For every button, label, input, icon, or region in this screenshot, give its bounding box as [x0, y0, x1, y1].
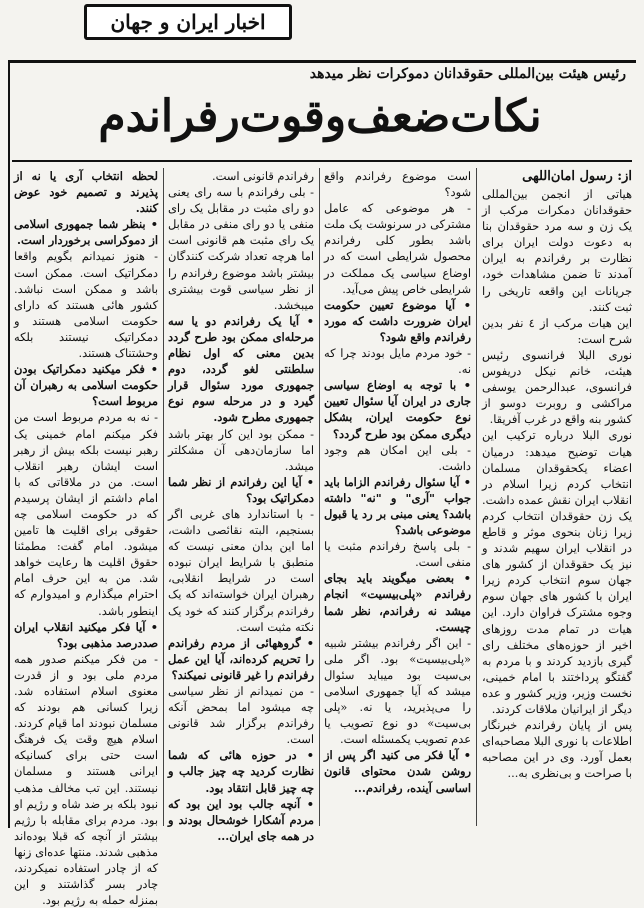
article-column-2 — [324, 168, 471, 826]
question-paragraph: • آیا موضوع تعیین حکومت ایران ضرورت داشت که مورد رفراندم واقع شود؟ — [324, 297, 471, 344]
top-rule — [8, 60, 636, 63]
left-border — [8, 60, 10, 828]
article-column-1 — [482, 168, 632, 826]
body-paragraph: - من نمیدانم از نظر سیاسی چه میشود اما بمحض آنکه رفراندم برگزار شد قانونی است. — [168, 684, 314, 747]
question-paragraph: • فکر میکنید دمکراتیک بودن حکومت اسلامی به رهبران آن مربوط است؟ — [14, 362, 158, 409]
body-paragraph: - هنوز نمیدانم بگویم واقعا دمکراتیک است. ممکن است باشد و ممکن است نباشد. کشور هائی هستند که دارای حکومت اسلامی هستند و دمکراتیک نیستند بلکه وحشتناک هستند. — [14, 249, 158, 361]
question-paragraph: • آیا فکر می کنید اگر پس از روشن شدن محتوای قانون اساسی آینده، رفراندم... — [324, 748, 471, 795]
column-divider — [163, 168, 164, 826]
question-paragraph: • گروههائی از مردم رفراندم را تحریم کرده‌اند، آیا این عمل رفراندم را غیر قانونی نمیکند؟ — [168, 635, 314, 682]
question-paragraph: • بنظر شما جمهوری اسلامی از دموکراسی برخوردار است. — [14, 217, 158, 248]
question-paragraph: لحظه انتخاب آری یا نه از پذیرند و تصمیم خود عوض کنند. — [14, 169, 158, 216]
article-column-3 — [168, 168, 314, 843]
body-paragraph: رفراندم قانونی است. — [212, 169, 314, 183]
subheadline: رئیس هیئت بین‌المللی حقوقدانان دموکرات نظر میدهد — [309, 66, 626, 82]
question-paragraph: • آیا یک رفراندم دو یا سه مرحله‌ای ممکن بود طرح گردد بدین معنی که اول نظام سلطنتی لغو گردد، دوم جمهوری مورد سئوال قرار گیرد و در مرحله سوم نوع جمهوری مطرح شود. — [168, 313, 314, 425]
body-paragraph: - با استاندارد های غربی اگر بسنجیم، البته نقائصی داشت، اما این بدان معنی نیست که منطبق با شرایط ایران نبوده است در شرایط انقلابی، رهبران ایران خواسته‌اند که یک رفراندم برگزار کنند که خود یک نکته مثبت است. — [168, 506, 314, 634]
body-paragraph: - بلی پاسخ رفراندم مثبت یا منفی است. — [324, 539, 471, 570]
body-paragraph: - نه به مردم مربوط است من فکر میکنم امام خمینی یک رهبر نیست بلکه بیش از رهبر است ایشان رهبر انقلاب است. من در ملاقاتی که با امام داشتم از ایشان پرسیدم که در حکومت اسلامی چه حقوقی برای اقلیت ها تامین میشود. امام گفت: مطمئنا حقوق اقلیت ها رعایت خواهد شد. من به این حرف امام احترام میگذارم و امیدوارم که اینطور باشد. — [14, 410, 158, 618]
question-paragraph: • آیا این رفراندم از نظر شما دمکراتیک بود؟ — [168, 474, 314, 505]
column-divider — [319, 168, 320, 826]
question-paragraph: • با توجه به اوضاع سیاسی جاری در ایران آیا سئوال تعیین نوع حکومت ایران، بشکل دیگری ممکن بود طرح گردد؟ — [324, 378, 471, 441]
question-paragraph: • آیا سئوال رفراندم الزاما باید جواب "آری" و "نه" داشته باشد؟ یعنی مبنی بر رد یا قبول موضوعی باشد؟ — [324, 474, 471, 538]
question-paragraph: • آنچه جالب بود این بود که مردم آشکارا خوشحال بودند و در همه جای ایران... — [168, 796, 314, 843]
question-paragraph: • بعضی میگویند باید بجای رفراندم «پلی‌بیسیت» انجام میشد نه رفراندم، نظر شما چیست. — [324, 571, 471, 634]
article-column-4 — [14, 168, 158, 908]
section-label: اخبار ایران و جهان — [84, 4, 292, 40]
body-paragraph: - بلی رفراندم با سه رای یعنی دو رای مثبت در مقابل یک رای منفی یا دو رای منفی در مقابل یک رای مثبت هم قانونی است اما هرچه تعداد شرکت کنندگان بیشتر باشد موضوع رفراندم را از نظر سیاسی قوت بیشتری میبخشد. — [168, 185, 314, 312]
headline: نکات‌ضعف‌وقوت‌رفراندم — [98, 91, 542, 142]
body-paragraph: - این اگر رفراندم بیشتر شبیه «پلی‌بیسیت» بود. اگر ملی بی‌سیت بود میباید سئوال میشد که آیا جمهوری اسلامی را می‌پذیرید، یا نه. «پلی بی‌سیت» دو نوع تصویب یا عدم تصویب یکمسئله است. — [324, 635, 471, 747]
body-paragraph: هیاتی از انجمن بین‌المللی حقوقدانان دمکرات مرکب از یک زن و سه مرد حقوقدان بنا به دعوت دولت ایران برای نظارت بر رفراندم به ایران آمدند تا ضمن مشاهدات خود، جریانات این واقعه تاریخی را ثبت کنند. این هیات مرکب از ٤ نفر بدین شرح است: نوری البلا فرانسوی رئیس هیئت، خانم نیکل دریفوس فرانسوی، عبدالرحمن یوسفی مراکشی و روبرت دوسو از کشور بنه واقع در غرب آفریقا. نوری البلا درباره ترکیب این هیات توضیح میدهد: درمیان اعضاء یکحقوقدان مسلمان انتخاب کردم زیرا اسلام در انقلاب ایران نقش عمده داشت. یک زن حقوقدان انتخاب کردم زیرا زنان بنحوی موثر و قاطع در انقلاب ایران سهیم شدند و نیز یک حقوقدان از کشور های جهان سوم انتخاب کردم زیرا ایران با کشور های جهان سوم وجوه مشترک فراوان دارد. این هیات در تمام مدت روزهای اخیر از حوزه‌های مختلف رای گیری بازدید کردند و با مردم به گفتگو پرداختند با امام خمینی، نخست وزیر، وزیر کشور و عده دیگر از ایرانیان ملاقات کردند. پس از پایان رفراندم خبرنگار اطلاعات با نوری البلا مصاحبه‌ای بعمل آورد. وی در این مصاحبه با صراحت و بی‌نظری به... — [482, 187, 632, 781]
headline-rule — [12, 160, 632, 162]
body-paragraph: - من فکر میکنم صدور همه مردم ملی بود و از قدرت معنوی اسلام استفاده شد. زیرا کسانی هم بودند که مسلمان نبودند اما قیام کردند. اسلام هیچ وقت یک فرهنگ است حتی برای کسانیکه ایرانی هستند و مسلمان نیستند. این تب مخالف مذهب نبود بلکه بر ضد شاه و رژیم او بود. مردم برای مقابله با رژیم بیشتر از آنچه که قبلا بوده‌اند مذهبی شدند. منتها عده‌ای زنها که از چادر استفاده نمیکردند، چادر بسر گذاشتند و این بمنزله حمله به رژیم بود. — [14, 651, 158, 908]
question-paragraph: • در حوزه هائی که شما نظارت کردید چه چیز جالب و چه چیز قابل انتقاد بود. — [168, 748, 314, 795]
body-paragraph: - ممکن بود این کار بهتر باشد اما سازمان‌دهی آن مشکلتر میشد. — [168, 426, 314, 473]
column-divider — [476, 168, 477, 826]
byline: از: رسول امان‌اللهی — [522, 169, 632, 184]
body-paragraph: - خود مردم مایل بودند چرا که نه. — [324, 346, 471, 377]
body-paragraph: - بلی این امکان هم وجود داشت. — [324, 442, 471, 473]
body-paragraph: است موضوع رفراندم واقع شود؟ - هر موضوعی که عامل مشترکی در سرنوشت یک ملت باشد بطور کلی رفراندم محصول شرایطی است که در اوضاع سیاسی یک مملکت در شرایطی خاص پیش می‌آید. — [324, 169, 471, 296]
question-paragraph: • آیا فکر میکنید انقلاب ایران صددرصد مذهبی بود؟ — [14, 619, 158, 650]
